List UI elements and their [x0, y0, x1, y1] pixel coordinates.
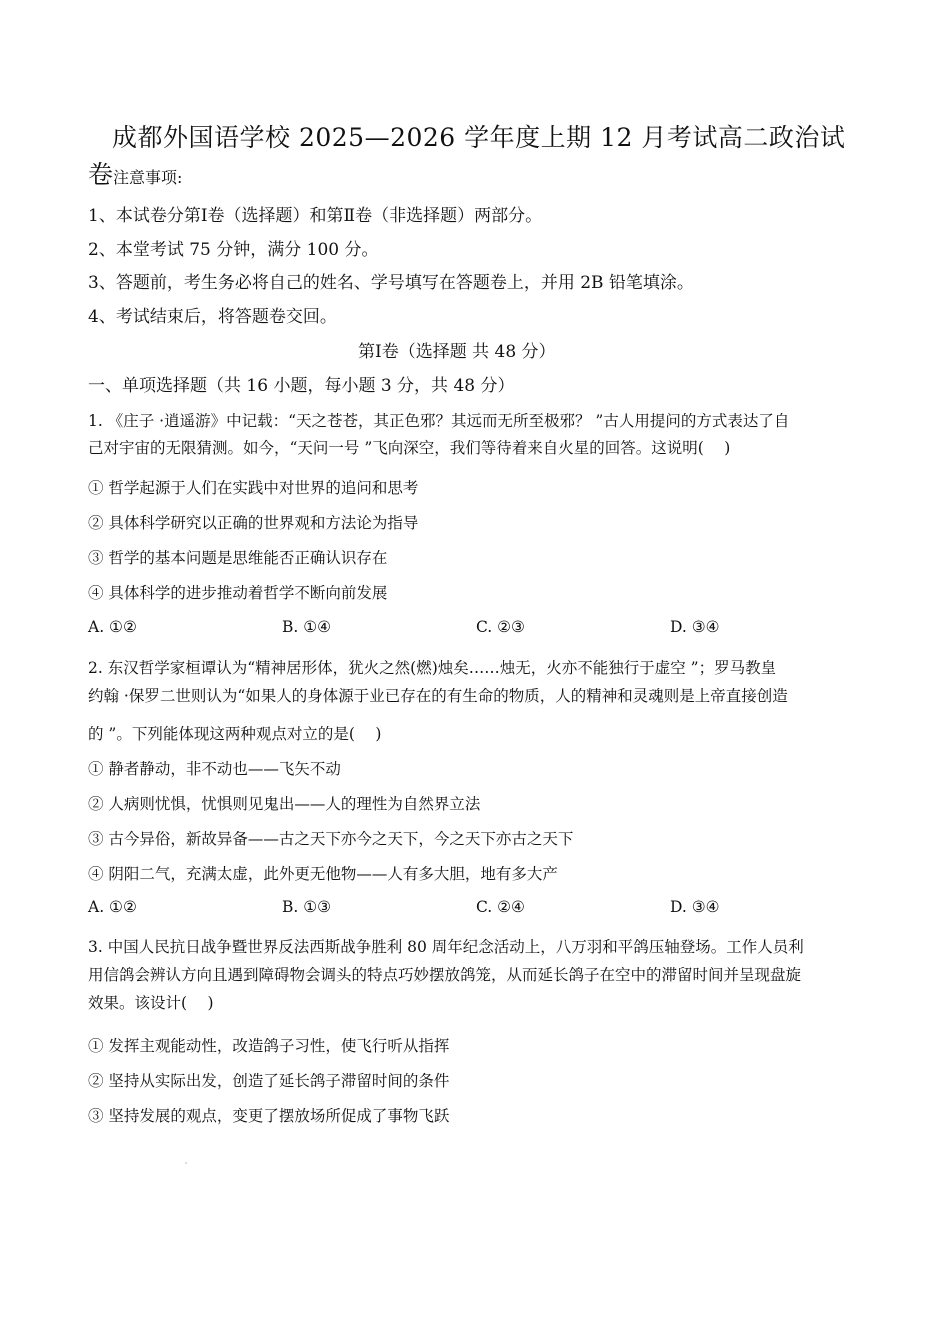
question-2-item: ① 静者静动，非不动也——飞矢不动 — [88, 760, 341, 778]
notice-item: 4、考试结束后，将答题卷交回。 — [88, 307, 337, 327]
question-1-choice-d: D. ③④ — [670, 618, 720, 636]
question-2-choice-d: D. ③④ — [670, 898, 720, 916]
exam-title-line1: 成都外国语学校 2025—2026 学年度上期 12 月考试高二政治试 — [112, 123, 846, 152]
question-1-stem: 1. 《庄子 ·逍遥游》中记载：“天之苍苍，其正色邪？其远而无所至极邪？ ”古人用提问的方式表达了自 — [88, 412, 790, 430]
question-3-stem: 3. 中国人民抗日战争暨世界反法西斯战争胜利 80 周年纪念活动上，八万羽和平鸽压轴登场。工作人员利 — [88, 938, 804, 956]
question-2-item: ② 人病则忧惧，忧惧则见鬼出——人的理性为自然界立法 — [88, 795, 481, 813]
question-1-stem: 己对宇宙的无限猜测。如今，“天问一号 ”飞向深空，我们等待着来自火星的回答。这说明( ) — [88, 439, 731, 457]
question-2-stem: 2. 东汉哲学家桓谭认为“精神居形体，犹火之然(燃)烛矣……烛无，火亦不能独行于虚空 ”；罗马教皇 — [88, 659, 777, 677]
scan-speck — [185, 1162, 187, 1164]
question-1-choice-b: B. ①④ — [282, 618, 332, 636]
question-3-item: ② 坚持从实际出发，创造了延长鸽子滞留时间的条件 — [88, 1072, 450, 1090]
question-2-item: ④ 阴阳二气，充满太虚，此外更无他物——人有多大胆，地有多大产 — [88, 865, 558, 883]
section-title: 第Ⅰ卷（选择题 共 48 分） — [358, 342, 556, 362]
notice-item: 2、本堂考试 75 分钟，满分 100 分。 — [88, 240, 379, 260]
question-1-choice-c: C. ②③ — [476, 618, 525, 636]
question-3-stem: 用信鸽会辨认方向且遇到障碍物会调头的特点巧妙摆放鸽笼，从而延长鸽子在空中的滞留时间并呈现盘旋 — [88, 966, 802, 984]
question-3-item: ① 发挥主观能动性，改造鸽子习性，使飞行听从指挥 — [88, 1037, 450, 1055]
exam-title-line2 — [88, 155, 182, 191]
question-1-item: ① 哲学起源于人们在实践中对世界的追问和思考 — [88, 479, 419, 497]
question-2-choice-a: A. ①② — [88, 898, 137, 916]
question-3-stem: 效果。该设计( ) — [88, 994, 214, 1012]
section-subtitle: 一、单项选择题（共 16 小题，每小题 3 分，共 48 分） — [88, 376, 515, 396]
question-2-stem: 约翰 ·保罗二世则认为“如果人的身体源于业已存在的有生命的物质，人的精神和灵魂则是上帝直接创造 — [88, 687, 788, 705]
question-1-item: ② 具体科学研究以正确的世界观和方法论为指导 — [88, 514, 419, 532]
question-1-choice-a: A. ①② — [88, 618, 137, 636]
question-1-item: ④ 具体科学的进步推动着哲学不断向前发展 — [88, 584, 388, 602]
notice-item: 1、本试卷分第Ⅰ卷（选择题）和第Ⅱ卷（非选择题）两部分。 — [88, 206, 543, 226]
notice-label: 注意事项: — [113, 168, 183, 187]
notice-item: 3、答题前，考生务必将自己的姓名、学号填写在答题卷上，并用 2B 铅笔填涂。 — [88, 273, 694, 293]
question-2-choice-b: B. ①③ — [282, 898, 332, 916]
question-1-item: ③ 哲学的基本问题是思维能否正确认识存在 — [88, 549, 388, 567]
question-2-choice-c: C. ②④ — [476, 898, 525, 916]
question-2-item: ③ 古今异俗，新故异备——古之天下亦今之天下，今之天下亦古之天下 — [88, 830, 574, 848]
exam-title-last-char: 卷 — [88, 160, 114, 189]
question-3-item: ③ 坚持发展的观点，变更了摆放场所促成了事物飞跃 — [88, 1107, 450, 1125]
question-2-stem: 的 ”。下列能体现这两种观点对立的是( ) — [88, 725, 382, 743]
